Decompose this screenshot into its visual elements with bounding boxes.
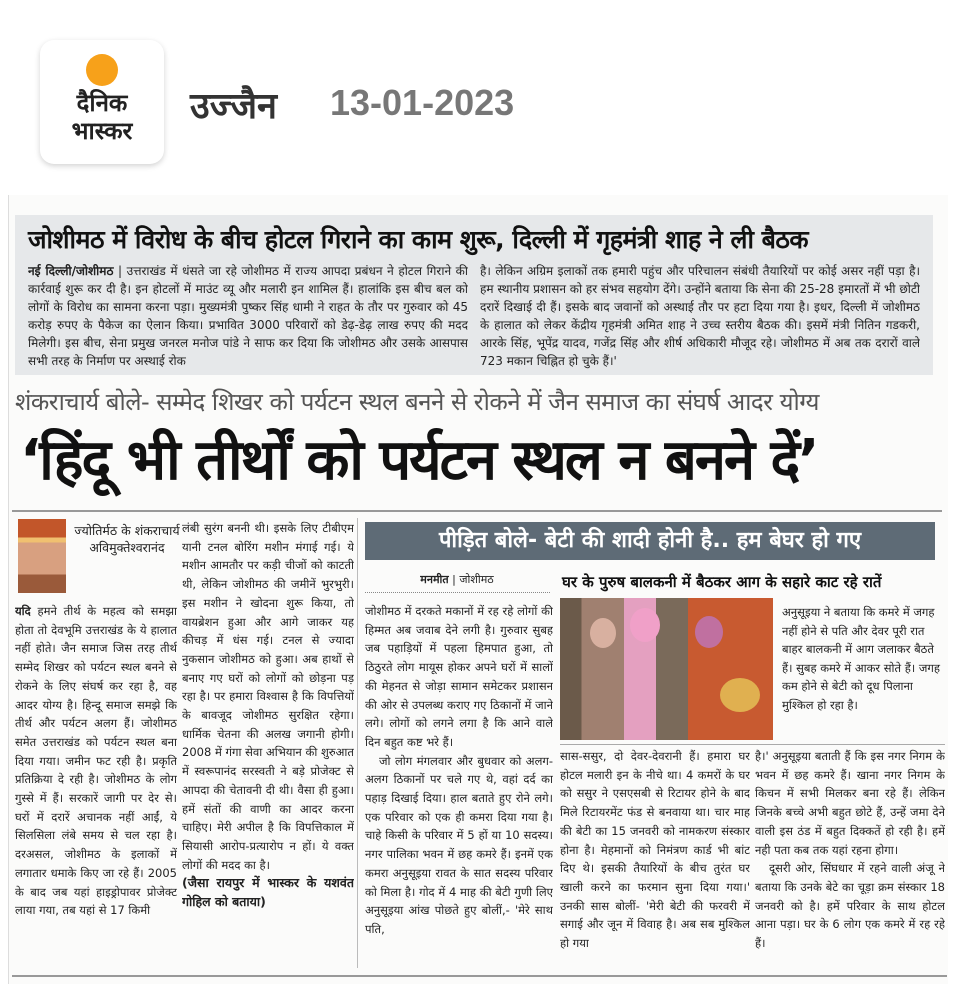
photo-caption: ज्योतिर्मठ के शंकराचार्य अविमुक्तेश्वरानंद	[74, 523, 180, 555]
family-photo	[560, 598, 773, 740]
lead-word: यदि	[15, 604, 31, 618]
edition-city: उज्जैन	[190, 86, 278, 127]
shankaracharya-photo	[18, 519, 66, 593]
dotted-rule	[365, 592, 550, 593]
photo-caption-2: अनुसूइया ने बताया कि कमरे में जगह नहीं होने से पति और देवर पूरी रात बाहर बालकनी में आग जलाकर बैठते हैं। सुबह कमरे में आकर सोते हैं। जगह कम होने से बेटी को दूध पिलाना मुश्किल हो रहा है।	[782, 605, 940, 712]
side-text-p4: दूसरी ओर, सिंघधार में रहने वाली अंजू ने बताया कि उनके बेटे का चूड़ा क्रम संस्कार 18 जनवरी को है। हमें परिवार के साथ होटल आना पड़ा। घर के 6 लोग एक कमरे में रह रहे हैं।	[755, 861, 945, 951]
sun-dot-icon	[86, 54, 118, 86]
main-subheadline: शंकराचार्य बोले- सम्मेद शिखर को पर्यटन स्थल बनने से रोकने में जैन समाज का संघर्ष आदर योग्य	[15, 388, 819, 416]
photo-rule	[560, 744, 945, 745]
main-story-column-2	[182, 519, 354, 974]
edition-date: 13-01-2023	[330, 82, 515, 123]
byline: मनमीत | जोशीमठ	[420, 573, 494, 586]
side-subhead: घर के पुरुष बालकनी में बैठकर आग के सहारे काट रहे रातें	[562, 573, 882, 591]
logo-text-line1: दैनिक	[76, 89, 128, 117]
top-story-text-1: उत्तराखंड में धंसते जा रहे जोशीमठ में राज्य आपदा प्रबंधन ने होटल गिराने की कार्रवाई शुरू कर दी है। इन होटलों में माउंट व्यू और मलारी इन शामिल हैं। हालांकि इस बीच बल को लोगों के विरोध का सामना करना पड़ा। मुख्यमंत्री पुष्कर सिंह धामी ने राहत के तौर पर गुरुवार को 45 करोड़ रुपए के पैकेज का ऐलान किया। प्रभावित 3000 परिवारों को डेढ़-डेढ़ लाख रुपए की मदद मिलेगी। इस बीच, सेना प्रमुख जनरल मनोज पांडे ने साफ कर दिया कि जोशीमठ और उसके आसपास सभी तरह के निर्माण पर अस्थाई रोक	[28, 264, 468, 368]
side-story-column-2: सास-ससुर, दो देवर-देवरानी हैं। हमारा घर होटल मलारी इन के नीचे था। 4 कमरों के घर को ससुर ने एसएसबी से रिटायर होने के बाद मिले रिटायरमेंट फंड से बनवाया था। चार माह की बेटी का 15 जनवरी को नामकरण संस्कार होना है। मेहमानों को निमंत्रण कार्ड भी बांट दिए थे। इसकी तैयारियों के बीच तुरंत घर खाली करने का फरमान सुना दिया गया।' उनकी सास बोलीं- 'मेरी बेटी की फरवरी में सगाई और जून में विवाह है। अब सब मुश्किल हो गया	[560, 749, 750, 951]
side-text-p1: जोशीमठ में दरकते मकानों में रह रहे लोगों की हिम्मत अब जवाब देने लगी है। गुरुवार सुबह जब पहाड़ियों में पहला हिमपात हुआ, तो ठिठुरते लोग मायूस होकर अपने घरों में सालों की मेहनत से जोड़ा सामान समेटकर प्रशासन की ओर से उपलब्ध कराए गए ठिकानों में जाने लगे। लोगों को लगने लगा है कि आने वाले दिन बहुत कष्ट भरे हैं।	[365, 604, 553, 749]
side-story-column-3	[755, 747, 945, 975]
side-text-p2: जो लोग मंगलवार और बुधवार को अलग-अलग ठिकानों पर चले गए थे, वहां दर्द का पहाड़ दिखाई दिया। हाल बताते हुए रोने लगे। एक परिवार को एक ही कमरा दिया गया है। चाहे किसी के परिवार में 5 हों या 10 सदस्य। नगर पालिका भवन में छह कमरे हैं। इनमें एक कमरा अनुसूइया रावत के सात सदस्य परिवार को मिला है। गोद में 4 माह की बेटी गुणी लिए अनुसूइया आंख पोछते हुए बोलीं,- 'मेरे साथ पति,	[365, 753, 553, 936]
bottom-rule	[12, 975, 947, 977]
byline-place: जोशीमठ	[459, 573, 494, 586]
main-story-text-1: हमने तीर्थ के महत्व को समझा होता तो देवभूमि उत्तराखंड के ये हालात नहीं होते। जैन समाज जिस तरह तीर्थ सम्मेद शिखर को पर्यटन स्थल बनने से रोकने के लिए संघर्ष कर रहा है, वह आदर योग्य है। हिन्दू समाज समझे कि तीर्थ और पर्यटन अलग हैं। जोशीमठ समेत उत्तराखंड को पर्यटन स्थल बना दिया गया। जमीन फट रही है। प्रकृति प्रतिक्रिया दे रही है। जोशीमठ के लोग गुस्से में हैं। सरकारें जागी पर देर से। घरों में दरारें अचानक नहीं आईं, ये सिलसिला लंबे समय से चल रहा है। दरअसल, जोशीमठ के इलाकों में लगातार धमाके किए जा रहे हैं। 2005 के बाद जब यहां हाइड्रोपावर प्रोजेक्ट लाया गया, तब यहां से 17 किमी	[15, 604, 177, 918]
logo-text-line2: भास्कर	[71, 117, 133, 145]
credit-line: (जैसा रायपुर में भास्कर के यशवंत गोहिल को बताया)	[182, 875, 354, 910]
dainik-bhaskar-logo	[40, 40, 164, 164]
main-story-text-2: लंबी सुरंग बननी थी। इसके लिए टीबीएम यानी टनल बोरिंग मशीन मंगाई गई। ये मशीन आमतौर पर कड़ी चीजों को काटती थी, लेकिन जोशीमठ की जमीनें भुरभुरी। इस मशीन ने खोदना शुरू किया, तो वायब्रेशन हुआ और आगे जाकर यह कीचड़ में धंस गई। टनल से ज्यादा नुकसान जोशीमठ को हुआ। अब हाथों से बनाए गए घरों को लोगों को छोड़ना पड़ रहा है। पर हमारा विश्वास है कि विपत्तियों के बावजूद जोशीमठ सुरक्षित रहेगा। धार्मिक चेतना की अलख जगानी होगी। 2008 में गंगा सेवा अभियान की शुरुआत में स्वरूपानंद सरस्वती ने बड़े प्रोजेक्ट से आपदा की चेतावनी दी थी। वैसा ही हुआ। हमें संतों की वाणी का आदर करना चाहिए। मेरी अपील है कि विपत्तिकाल में सियासी आरोप-प्रत्यारोप न हों। ये वक्त लोगों की मदद का है।	[182, 521, 354, 872]
main-headline: ‘हिंदू भी तीर्थों को पर्यटन स्थल न बनने दें’	[20, 428, 818, 493]
dateline: नई दिल्ली/जोशीमठ	[28, 264, 114, 278]
top-story-title: जोशीमठ में विरोध के बीच होटल गिराने का काम शुरू, दिल्ली में गृहमंत्री शाह ने ली बैठक	[28, 225, 809, 254]
side-story-banner: पीड़ित बोले- बेटी की शादी होनी है.. हम बेघर हो गए	[365, 522, 935, 560]
divider	[12, 510, 942, 512]
top-story-column-2: है। लेकिन अग्रिम इलाकों तक हमारी पहुंच और परिचालन संबंधी तैयारियों पर कोई असर नहीं पड़ा है। हम स्थानीय प्रशासन को हर संभव सहयोग देंगे। उन्होंने बताया कि सेना की 25-28 इमारतों में भी छोटी दरारें दिखाई दी हैं। इसके बाद जवानों को अस्थाई तौर पर हटा दिया गया है। इधर, दिल्ली में जोशीमठ के हालात को लेकर केंद्रीय गृहमंत्री अमित शाह ने उच्च स्तरीय बैठक की। इसमें मंत्री नितिन गडकरी, आरके सिंह, भूपेंद्र यादव, गजेंद्र सिंह और शीर्ष अधिकारी मौजूद रहे। जोशीमठ में अब तक दरारों वाले 723 मकान चिह्नित हो चुके हैं।'	[480, 264, 920, 368]
top-story-column-1: नई दिल्ली/जोशीमठ | उत्तराखंड में धंसते जा रहे जोशीमठ में राज्य आपदा प्रबंधन ने होटल गिराने की कार्रवाई शुरू कर दी है। इन होटलों में माउंट व्यू और मलारी इन शामिल हैं। हालांकि इस बीच बल को लोगों के विरोध का सामना करना पड़ा। मुख्यमंत्री पुष्कर सिंह धामी ने राहत के तौर पर गुरुवार को 45 करोड़ रुपए के पैकेज का ऐलान किया। प्रभावित 3000 परिवारों को डेढ़-डेढ़ लाख रुपए की मदद मिलेगी। इस बीच, सेना प्रमुख जनरल मनोज पांडे ने साफ कर दिया कि जोशीमठ और उसके आसपास सभी तरह के निर्माण पर अस्थाई रोक	[28, 264, 468, 368]
byline-name: मनमीत	[420, 573, 449, 586]
side-text-p3: है।' अनुसूइया बताती हैं कि इस नगर निगम के भवन में छह कमरे हैं। खाना नगर निगम के किचन में सभी मिलकर बना रहे हैं। लेकिन जिनके बच्चे अभी बहुत छोटे हैं, उन्हें जमा देने वाली इस ठंड में बहुत दिक्कतें हो रही है। हमें नही पता कब तक यहां रहना होगा।	[755, 749, 945, 857]
main-story-column-1	[15, 602, 177, 972]
side-story-column-1	[365, 602, 553, 972]
column-rule	[357, 518, 358, 968]
